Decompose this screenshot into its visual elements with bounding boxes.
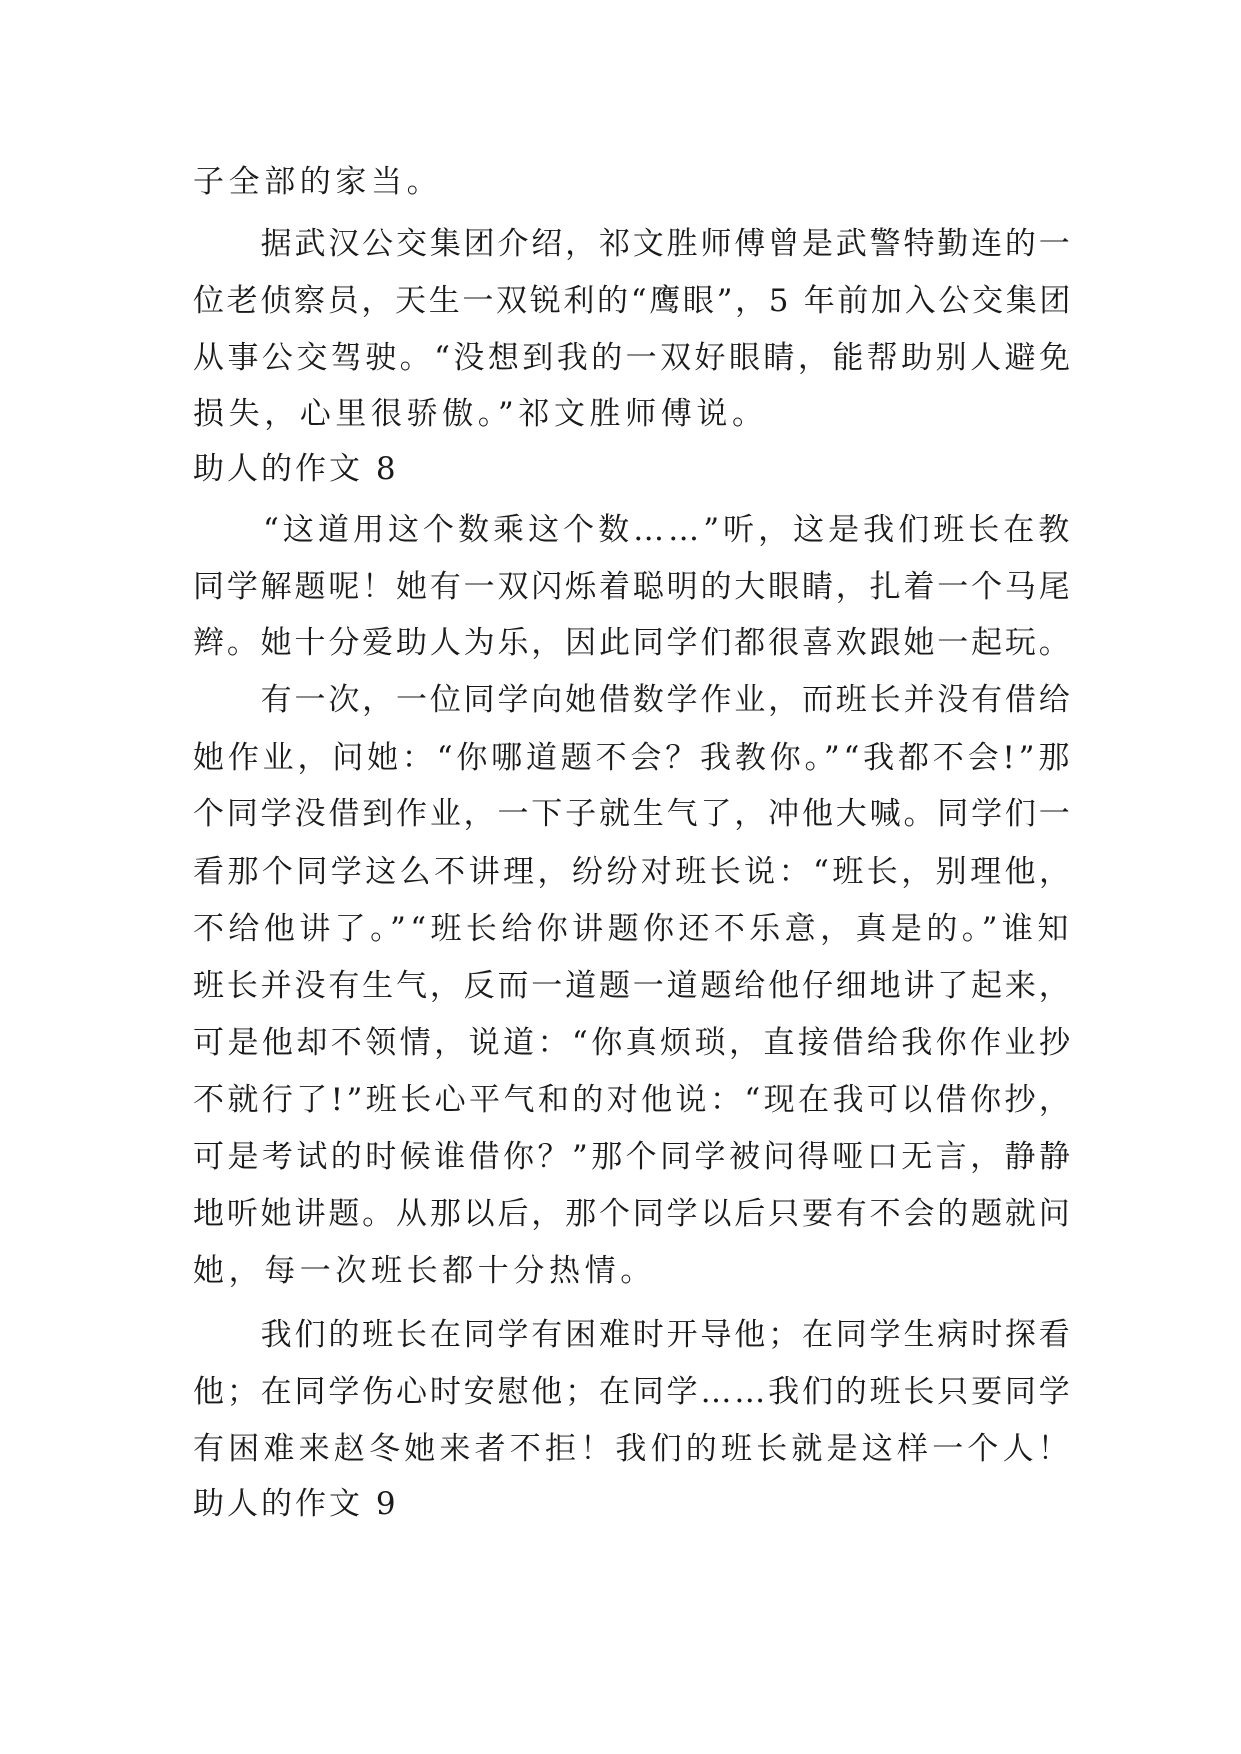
- text-line: 个同学没借到作业，一下子就生气了，冲他大喊。同学们一: [193, 796, 1073, 832]
- text-line: 位老侦察员，天生一双锐利的“鹰眼”，5 年前加入公交集团: [193, 283, 1074, 319]
- section-heading: 助人的作文 9: [193, 1486, 399, 1522]
- text-line: 有一次，一位同学向她借数学作业，而班长并没有借给: [193, 682, 1073, 718]
- text-line: 地听她讲题。从那以后，那个同学以后只要有不会的题就问: [193, 1196, 1073, 1232]
- text-line: 可是他却不领情，说道：“你真烦琐，直接借给我你作业抄: [193, 1025, 1074, 1061]
- text-line: 看那个同学这么不讲理，纷纷对班长说：“班长，别理他，: [193, 854, 1074, 890]
- text-line: 据武汉公交集团介绍，祁文胜师傅曾是武警特勤连的一: [193, 226, 1073, 262]
- text-line: 有困难来赵冬她来者不拒！我们的班长就是这样一个人！: [193, 1431, 1073, 1467]
- text-line: 子全部的家当。: [193, 164, 443, 200]
- text-line: 损失，心里很骄傲。”祁文胜师傅说。: [193, 396, 768, 432]
- text-line: 他；在同学伤心时安慰他；在同学……我们的班长只要同学: [193, 1374, 1073, 1410]
- text-line: 我们的班长在同学有困难时开导他；在同学生病时探看: [193, 1317, 1073, 1353]
- text-line: 不给他讲了。”“班长给你讲题你还不乐意，真是的。”谁知: [193, 911, 1073, 947]
- text-line: 同学解题呢！她有一双闪烁着聪明的大眼睛，扎着一个马尾: [193, 569, 1073, 605]
- text-line: 她，每一次班长都十分热情。: [193, 1253, 656, 1289]
- text-line: 从事公交驾驶。“没想到我的一双好眼睛，能帮助别人避免: [193, 340, 1074, 376]
- section-heading: 助人的作文 8: [193, 451, 399, 487]
- text-line: “这道用这个数乘这个数……”听，这是我们班长在教: [193, 512, 1074, 548]
- text-line: 不就行了!”班长心平气和的对他说：“现在我可以借你抄，: [193, 1082, 1074, 1118]
- text-line: 班长并没有生气，反而一道题一道题给他仔细地讲了起来，: [193, 968, 1073, 1004]
- text-line: 辫。她十分爱助人为乐，因此同学们都很喜欢跟她一起玩。: [193, 625, 1073, 661]
- text-line: 她作业，问她：“你哪道题不会？我教你。”“我都不会!”那: [193, 740, 1074, 776]
- text-line: 可是考试的时候谁借你？”那个同学被问得哑口无言，静静: [193, 1139, 1074, 1175]
